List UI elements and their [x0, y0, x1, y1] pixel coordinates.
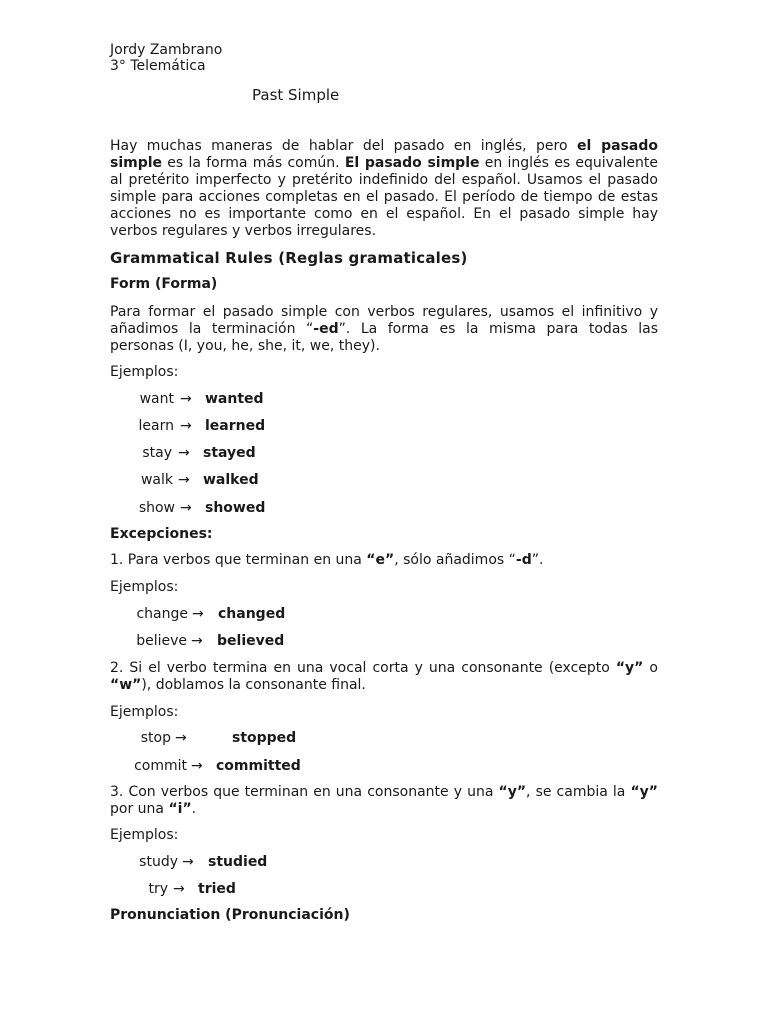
course-name: 3° Telemática: [110, 58, 206, 74]
e2-bold-2: “w”: [110, 677, 142, 693]
e1-text-1: 1. Para verbos que terminan en una: [110, 552, 367, 568]
e3-bold-1: “y”: [498, 784, 527, 800]
e2-text-3: ), doblamos la consonante final.: [141, 677, 366, 693]
example-base: stay: [142, 445, 172, 461]
form-bold-ed: -ed: [313, 321, 339, 337]
example-base: commit: [134, 758, 187, 774]
arrow-icon: →: [192, 606, 204, 622]
arrow-icon: →: [178, 445, 190, 461]
intro-bold-1: el pasado simple: [110, 138, 658, 171]
examples-label: Ejemplos:: [110, 364, 179, 380]
intro-text-3: en inglés es equivalente al pretérito imperfecto y pretérito indefinido del español. Usamos el pasado simple para acciones completas en el pasado. El período de tiempo de estas acciones no es importante como en el español. En el pasado simple hay verbos regulares y verbos irregulares.: [110, 155, 658, 239]
exception-3-text: [110, 784, 658, 818]
e1-bold-2: -d: [515, 552, 532, 568]
example-past: believed: [217, 633, 285, 649]
form-heading: Form (Forma): [110, 276, 218, 292]
example-past: showed: [205, 500, 266, 516]
example-past: wanted: [205, 391, 264, 407]
arrow-icon: →: [173, 881, 185, 897]
grammatical-rules-heading-text: Grammatical Rules (Reglas gramaticales): [110, 249, 468, 267]
arrow-icon: →: [180, 418, 192, 434]
exception-2-examples-label: Ejemplos:: [110, 704, 179, 720]
e3-bold-3: “i”: [168, 801, 192, 817]
example-base: want: [139, 391, 174, 407]
intro-bold-2: El pasado simple: [344, 155, 480, 171]
exception-1-text: [110, 552, 658, 569]
e3-text-3: por una: [110, 801, 169, 817]
example-base: walk: [140, 472, 173, 488]
example-base: show: [138, 500, 175, 516]
exception-2-text: [110, 660, 658, 694]
form-paragraph: [110, 304, 658, 355]
e3-bold-2: “y”: [630, 784, 658, 800]
exceptions-heading: Excepciones:: [110, 526, 213, 542]
example-past: committed: [216, 758, 301, 774]
arrow-icon: →: [175, 730, 187, 746]
e1-text-3: ”.: [531, 552, 544, 568]
example-past: changed: [218, 606, 286, 622]
grammatical-rules-heading: [110, 250, 658, 267]
intro-paragraph: [110, 138, 658, 240]
e2-bold-1: “y”: [615, 660, 644, 676]
example-base: learn: [138, 418, 174, 434]
document-title: Past Simple: [252, 86, 340, 104]
arrow-icon: →: [180, 391, 192, 407]
exception-3-examples-label: Ejemplos:: [110, 827, 179, 843]
form-text-2: ”. La forma es la misma para todas las personas (I, you, he, she, it, we, they).: [110, 321, 658, 354]
example-base: try: [148, 881, 168, 897]
e3-text-2: , se cambia la: [526, 784, 631, 800]
pronunciation-heading: Pronunciation (Pronunciación): [110, 907, 350, 923]
arrow-icon: →: [191, 758, 203, 774]
example-past: tried: [198, 881, 236, 897]
example-base: believe: [136, 633, 187, 649]
example-base: stop: [140, 730, 171, 746]
example-past: stayed: [203, 445, 256, 461]
form-text-1: Para formar el pasado simple con verbos regulares, usamos el infinitivo y añadimos la terminación “: [110, 304, 658, 337]
arrow-icon: →: [182, 854, 194, 870]
e2-text-2: o: [643, 660, 658, 676]
e3-text-4: .: [191, 801, 197, 817]
e1-bold-1: “e”: [366, 552, 395, 568]
example-past: walked: [203, 472, 259, 488]
example-past: stopped: [232, 730, 297, 746]
intro-text-2: es la forma más común.: [162, 155, 345, 171]
exception-1-examples-label: Ejemplos:: [110, 579, 179, 595]
e2-text-1: 2. Si el verbo termina en una vocal corta y una consonante (excepto: [110, 660, 616, 676]
arrow-icon: →: [178, 472, 190, 488]
e3-text-1: 3. Con verbos que terminan en una consonante y una: [110, 784, 499, 800]
example-base: study: [139, 854, 178, 870]
example-past: studied: [208, 854, 268, 870]
arrow-icon: →: [180, 500, 192, 516]
e1-text-2: , sólo añadimos “: [394, 552, 516, 568]
author-name: Jordy Zambrano: [110, 42, 223, 58]
example-past: learned: [205, 418, 266, 434]
example-base: change: [136, 606, 188, 622]
intro-text-1: Hay muchas maneras de hablar del pasado en inglés, pero: [110, 138, 577, 154]
arrow-icon: →: [191, 633, 203, 649]
